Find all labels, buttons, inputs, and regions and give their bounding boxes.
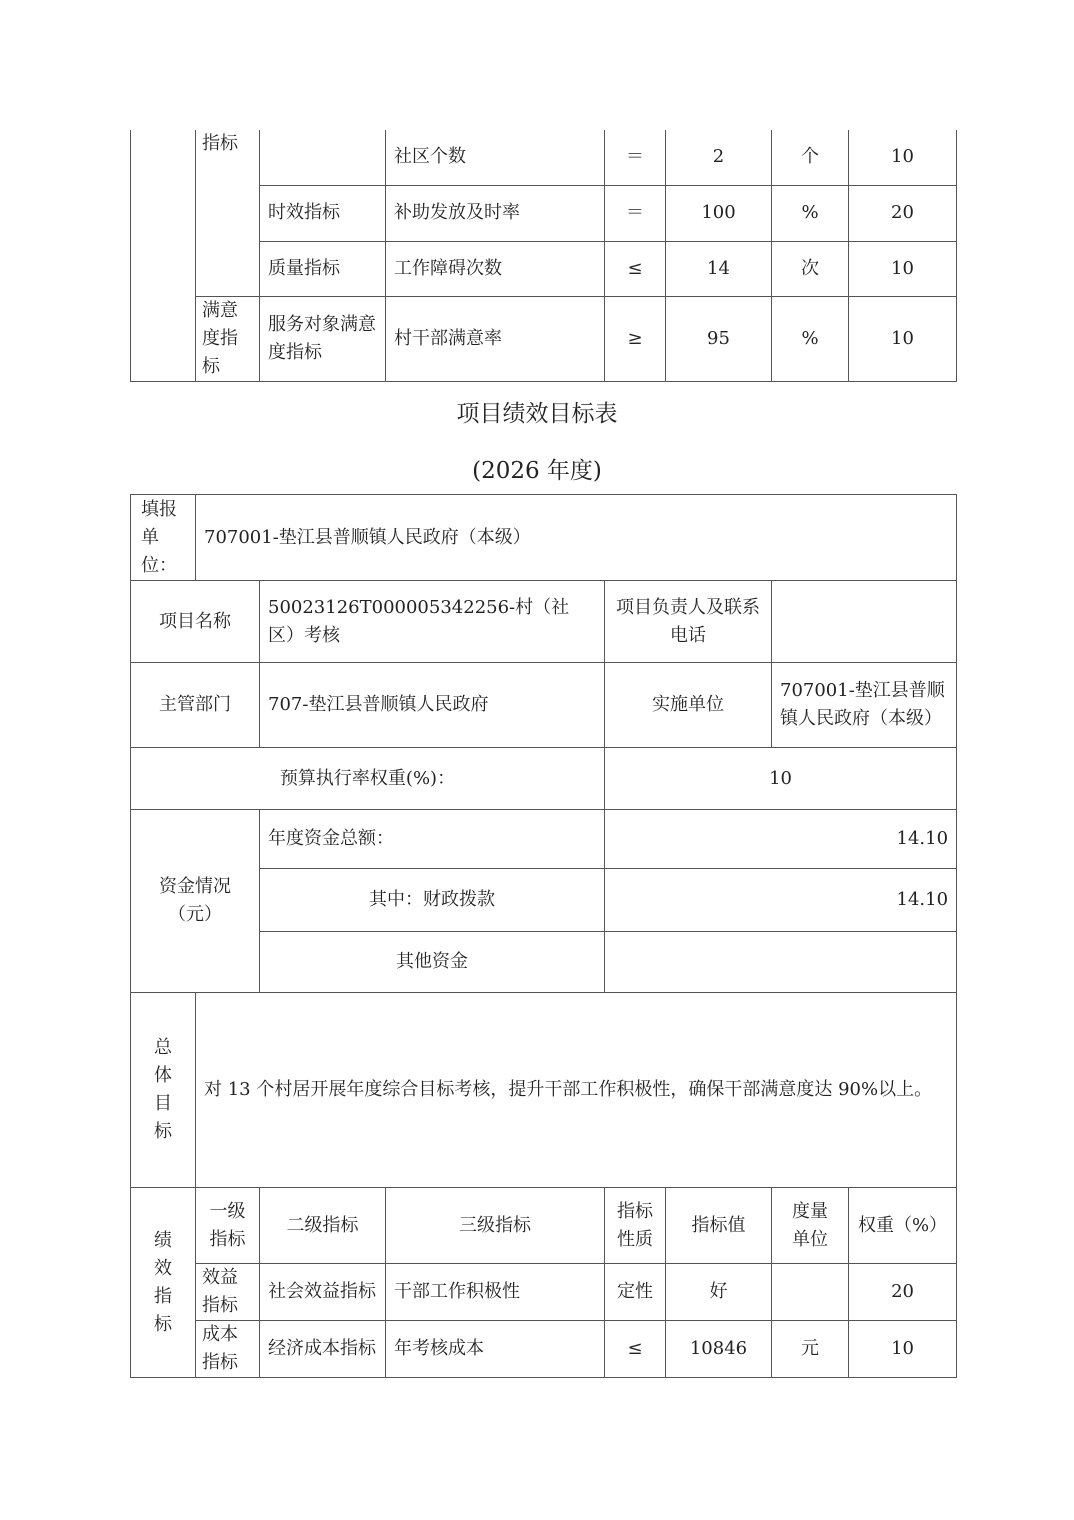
weight-cell: 20 xyxy=(849,185,957,241)
table-row xyxy=(131,1264,957,1321)
performance-target-table xyxy=(130,494,957,1378)
impl-label: 实施单位 xyxy=(605,663,772,748)
impl-value: 707001-垫江县普顺镇人民政府（本级） xyxy=(772,663,957,748)
fiscal-label: 其中：财政拨款 xyxy=(260,869,605,932)
op-cell: ≤ xyxy=(605,1321,666,1378)
level2-cell: 时效指标 xyxy=(260,185,386,241)
op-cell: ＝ xyxy=(605,130,666,185)
other-funds-label: 其他资金 xyxy=(260,932,605,993)
table-row xyxy=(131,581,957,663)
goal-label: 总体目标 xyxy=(131,993,196,1188)
unit-cell: % xyxy=(772,296,849,381)
table-row xyxy=(131,810,957,869)
value-cell: 10846 xyxy=(666,1321,772,1378)
previous-indicator-table xyxy=(130,130,957,382)
fiscal-value: 14.10 xyxy=(605,869,957,932)
total-label: 年度资金总额： xyxy=(260,810,605,869)
table-row xyxy=(131,748,957,810)
contact-label: 项目负责人及联系电话 xyxy=(605,581,772,663)
unit-value: 707001-垫江县普顺镇人民政府（本级） xyxy=(196,495,957,581)
funds-label: 资金情况（元） xyxy=(131,810,260,993)
table-row xyxy=(131,663,957,748)
table-row xyxy=(131,130,957,185)
value-cell: 100 xyxy=(666,185,772,241)
weight-cell: 20 xyxy=(849,1264,957,1321)
level3-cell: 年考核成本 xyxy=(386,1321,605,1378)
header-cell: 权重（%） xyxy=(849,1188,957,1264)
table-row xyxy=(131,993,957,1188)
weight-cell: 10 xyxy=(849,296,957,381)
page-subtitle: (2026 年度) xyxy=(472,458,602,484)
header-cell: 指标性质 xyxy=(605,1188,666,1264)
header-cell: 度量单位 xyxy=(772,1188,849,1264)
level1-cell: 满意度指标 xyxy=(196,296,260,381)
level3-cell: 社区个数 xyxy=(386,130,605,185)
level1-cell: 指标 xyxy=(196,130,260,296)
level2-cell: 经济成本指标 xyxy=(260,1321,386,1378)
value-cell: 好 xyxy=(666,1264,772,1321)
header-cell: 三级指标 xyxy=(386,1188,605,1264)
unit-cell: % xyxy=(772,185,849,241)
level3-cell: 工作障碍次数 xyxy=(386,241,605,296)
empty-cell xyxy=(131,130,196,381)
unit-cell: 个 xyxy=(772,130,849,185)
header-cell: 二级指标 xyxy=(260,1188,386,1264)
table-row xyxy=(131,1188,957,1264)
level3-cell: 补助发放及时率 xyxy=(386,185,605,241)
weight-cell: 10 xyxy=(849,241,957,296)
op-cell: ＝ xyxy=(605,185,666,241)
level2-cell xyxy=(260,130,386,185)
value-cell: 14 xyxy=(666,241,772,296)
dept-value: 707-垫江县普顺镇人民政府 xyxy=(260,663,605,748)
value-cell: 95 xyxy=(666,296,772,381)
table-row xyxy=(131,1321,957,1378)
other-funds-value xyxy=(605,932,957,993)
budget-rate-value: 10 xyxy=(605,748,957,810)
table-row xyxy=(131,296,957,381)
unit-cell xyxy=(772,1264,849,1321)
level3-cell: 村干部满意率 xyxy=(386,296,605,381)
level1-cell: 成本指标 xyxy=(196,1321,260,1378)
page-title: 项目绩效目标表 xyxy=(456,401,618,427)
weight-cell: 10 xyxy=(849,1321,957,1378)
value-cell: 2 xyxy=(666,130,772,185)
table-row xyxy=(131,495,957,581)
project-name-label: 项目名称 xyxy=(131,581,260,663)
level2-cell: 社会效益指标 xyxy=(260,1264,386,1321)
level3-cell: 干部工作积极性 xyxy=(386,1264,605,1321)
op-cell: ≥ xyxy=(605,296,666,381)
level1-cell: 效益指标 xyxy=(196,1264,260,1321)
unit-cell: 元 xyxy=(772,1321,849,1378)
project-name-value: 50023126T000005342256-村（社区）考核 xyxy=(260,581,605,663)
total-value: 14.10 xyxy=(605,810,957,869)
op-cell: 定性 xyxy=(605,1264,666,1321)
contact-value xyxy=(772,581,957,663)
unit-cell: 次 xyxy=(772,241,849,296)
dept-label: 主管部门 xyxy=(131,663,260,748)
perf-label: 绩效指标 xyxy=(131,1188,196,1378)
op-cell: ≤ xyxy=(605,241,666,296)
level2-cell: 服务对象满意度指标 xyxy=(260,296,386,381)
goal-text: 对 13 个村居开展年度综合目标考核，提升干部工作积极性，确保干部满意度达 90%以上。 xyxy=(196,993,957,1188)
weight-cell: 10 xyxy=(849,130,957,185)
budget-rate-label: 预算执行率权重(%)： xyxy=(131,748,605,810)
header-cell: 一级指标 xyxy=(196,1188,260,1264)
level2-cell: 质量指标 xyxy=(260,241,386,296)
header-cell: 指标值 xyxy=(666,1188,772,1264)
unit-label: 填报单位： xyxy=(131,495,196,581)
